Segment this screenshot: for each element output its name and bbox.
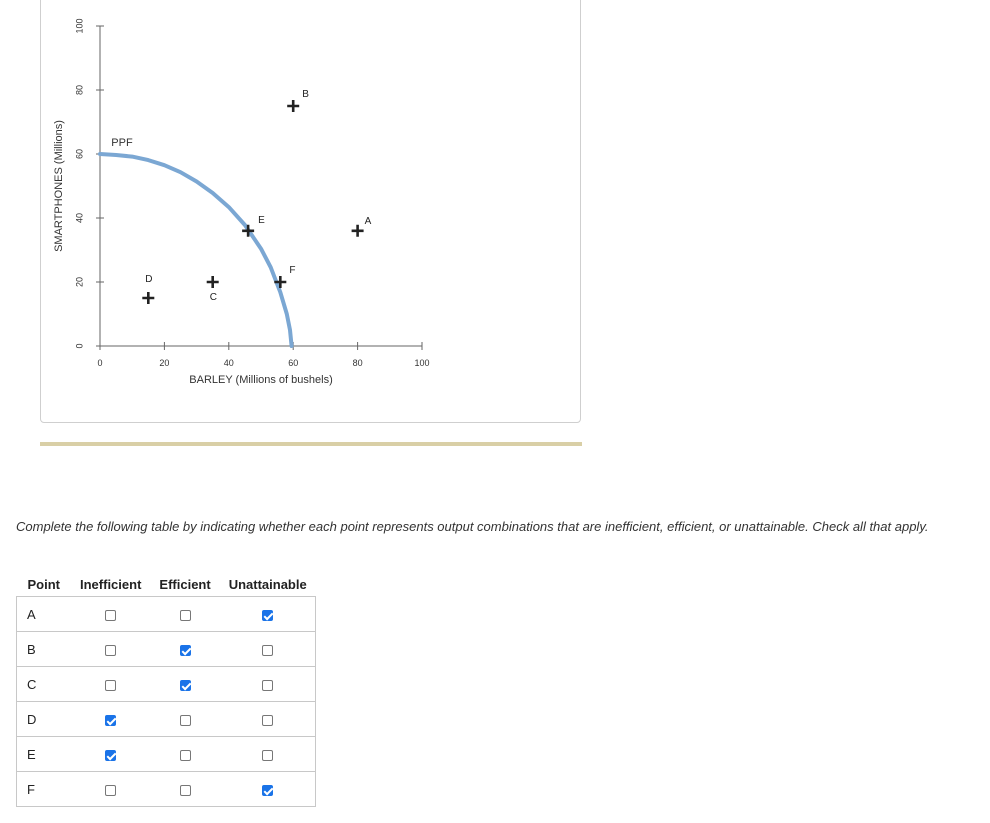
efficient-cell: [150, 702, 219, 737]
y-tick-label: 80: [74, 84, 85, 96]
point-cell: D: [17, 702, 72, 737]
efficient-cell: [150, 667, 219, 702]
table-row: [17, 772, 316, 807]
efficient-cell: [150, 597, 219, 632]
point-d-label: D: [145, 274, 153, 285]
unattainable-checkbox-d[interactable]: [262, 715, 273, 726]
point-cell: F: [17, 772, 72, 807]
table-header-row: [17, 572, 316, 597]
y-axis-label: SMARTPHONES (Millions): [52, 120, 65, 252]
header-point: Point: [27, 576, 60, 592]
x-tick-label: 20: [159, 358, 170, 368]
inefficient-cell: [71, 597, 150, 632]
unattainable-cell: [220, 667, 316, 702]
point-cell: C: [17, 667, 72, 702]
efficient-checkbox-a[interactable]: [180, 610, 191, 621]
efficient-checkbox-c[interactable]: [180, 680, 191, 691]
answer-table: [16, 572, 316, 807]
efficient-checkbox-b[interactable]: [180, 645, 191, 656]
header-unattainable: Unattainable: [228, 576, 307, 592]
instructions-text: Complete the following table by indicating whether each point represents output combinations that are inefficient, efficient, or unattainable. Check all that apply.: [16, 519, 929, 534]
point-c-marker[interactable]: [207, 276, 219, 288]
inefficient-checkbox-a[interactable]: [105, 610, 116, 621]
header-inefficient: Inefficient: [80, 576, 142, 592]
point-cell: B: [17, 632, 72, 667]
unattainable-checkbox-f[interactable]: [262, 785, 273, 796]
efficient-checkbox-d[interactable]: [180, 715, 191, 726]
separator-bar: [40, 442, 582, 446]
y-tick-label: 20: [74, 276, 85, 288]
inefficient-checkbox-b[interactable]: [105, 645, 116, 656]
y-tick-label: 60: [74, 148, 85, 160]
table-row: [17, 597, 316, 632]
x-tick-label: 60: [288, 358, 299, 368]
ppf-curve: [100, 154, 292, 346]
point-c-label: C: [209, 292, 217, 303]
point-cell: E: [17, 737, 72, 772]
point-e-label: E: [258, 214, 265, 226]
unattainable-cell: [220, 702, 316, 737]
unattainable-cell: [220, 597, 316, 632]
unattainable-cell: [220, 772, 316, 807]
point-cell: A: [17, 597, 72, 632]
ppf-label: PPF: [111, 137, 133, 149]
unattainable-cell: [220, 632, 316, 667]
x-tick-label: 0: [97, 358, 103, 368]
efficient-cell: [150, 772, 219, 807]
point-b-label: B: [302, 89, 309, 100]
efficient-checkbox-f[interactable]: [180, 785, 191, 796]
efficient-cell: [150, 737, 219, 772]
x-tick-label: 100: [414, 358, 430, 368]
y-tick-label: 0: [74, 343, 85, 349]
point-a-marker[interactable]: [352, 225, 364, 237]
x-tick-label: 40: [223, 358, 234, 368]
unattainable-checkbox-b[interactable]: [262, 645, 273, 656]
table-row: [17, 737, 316, 772]
unattainable-checkbox-c[interactable]: [262, 680, 273, 691]
inefficient-checkbox-e[interactable]: [105, 750, 116, 761]
x-axis-label: BARLEY (Millions of bushels): [189, 374, 333, 386]
y-tick-label: 100: [74, 18, 85, 34]
inefficient-cell: [71, 632, 150, 667]
point-f-label: F: [289, 265, 296, 276]
inefficient-checkbox-d[interactable]: [105, 715, 116, 726]
inefficient-cell: [71, 772, 150, 807]
unattainable-checkbox-e[interactable]: [262, 750, 273, 761]
inefficient-cell: [71, 667, 150, 702]
point-b-marker[interactable]: [287, 100, 299, 112]
table-row: [17, 702, 316, 737]
efficient-checkbox-e[interactable]: [180, 750, 191, 761]
inefficient-checkbox-c[interactable]: [105, 680, 116, 691]
inefficient-cell: [71, 702, 150, 737]
efficient-cell: [150, 632, 219, 667]
inefficient-cell: [71, 737, 150, 772]
point-d-marker[interactable]: [142, 292, 154, 304]
x-tick-label: 80: [352, 358, 363, 368]
ppf-chart: [0, 0, 600, 430]
unattainable-cell: [220, 737, 316, 772]
table-row: [17, 667, 316, 702]
point-a-label: A: [364, 215, 372, 227]
unattainable-checkbox-a[interactable]: [262, 610, 273, 621]
header-efficient: Efficient: [159, 576, 211, 592]
table-row: [17, 632, 316, 667]
inefficient-checkbox-f[interactable]: [105, 785, 116, 796]
y-tick-label: 40: [74, 212, 85, 224]
